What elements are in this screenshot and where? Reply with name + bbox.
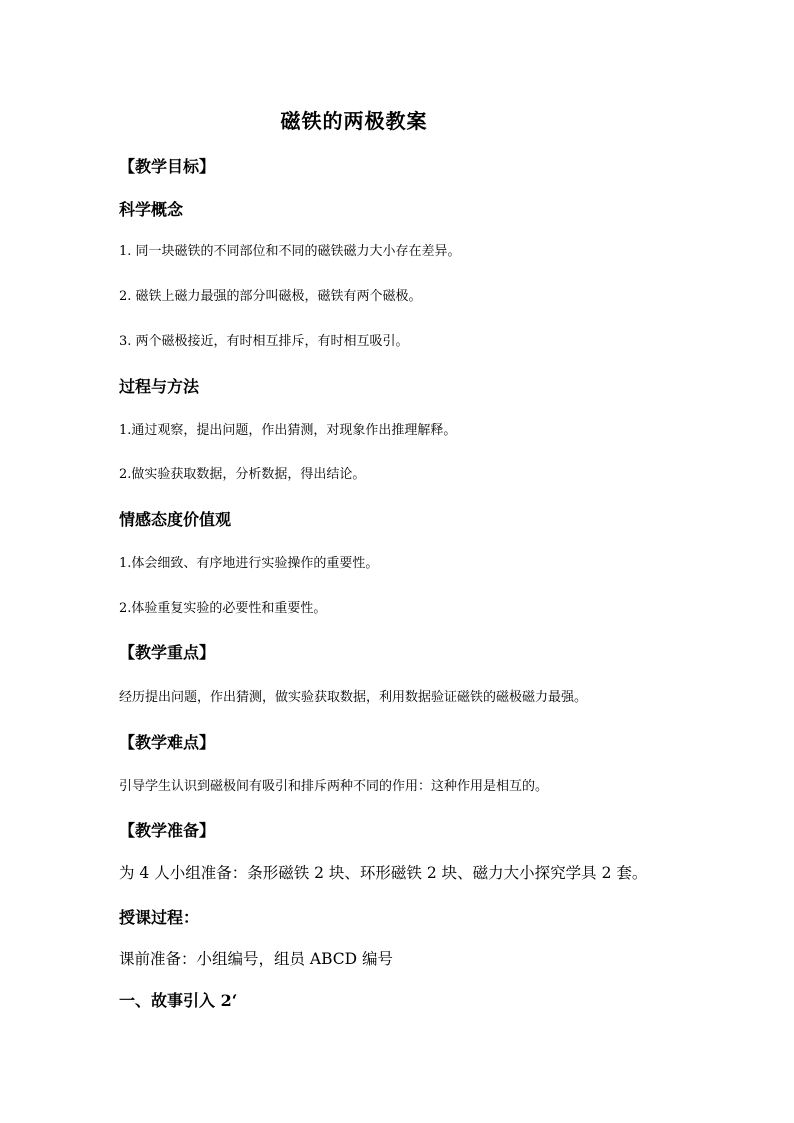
preparation-heading: 【教学准备】 bbox=[119, 821, 216, 840]
difficulties-text: 引导学生认识到磁极间有吸引和排斥两种不同的作用：这种作用是相互的。 bbox=[119, 779, 549, 794]
difficulties-heading: 【教学难点】 bbox=[119, 733, 216, 752]
science-concepts-heading: 科学概念 bbox=[119, 200, 184, 219]
attitudes-values-heading: 情感态度价值观 bbox=[119, 510, 232, 529]
attitudes-value-item-2: 2.体验重复实验的必要性和重要性。 bbox=[119, 601, 327, 616]
document-title: 磁铁的两极教案 bbox=[280, 109, 428, 133]
science-concept-item-3: 3. 两个磁极接近，有时相互排斥，有时相互吸引。 bbox=[119, 334, 409, 349]
attitudes-value-item-1: 1.体会细致、有序地进行实验操作的重要性。 bbox=[119, 556, 379, 571]
process-method-item-2: 2.做实验获取数据，分析数据，得出结论。 bbox=[119, 467, 366, 482]
pre-class-preparation-text: 课前准备：小组编号，组员 ABCD 编号 bbox=[119, 950, 394, 968]
process-methods-heading: 过程与方法 bbox=[119, 377, 200, 396]
key-points-text: 经历提出问题，作出猜测，做实验获取数据，利用数据验证磁铁的磁极磁力最强。 bbox=[119, 690, 588, 705]
process-method-item-1: 1.通过观察，提出问题，作出猜测，对现象作出推理解释。 bbox=[119, 423, 457, 438]
process-heading: 授课过程： bbox=[119, 908, 200, 927]
key-points-heading: 【教学重点】 bbox=[119, 643, 216, 662]
science-concept-item-2: 2. 磁铁上磁力最强的部分叫磁极，磁铁有两个磁极。 bbox=[119, 289, 422, 304]
section-one-heading: 一、故事引入 2‘ bbox=[119, 991, 238, 1010]
objectives-heading: 【教学目标】 bbox=[119, 157, 216, 176]
science-concept-item-1: 1. 同一块磁铁的不同部位和不同的磁铁磁力大小存在差异。 bbox=[119, 244, 461, 259]
preparation-text: 为 4 人小组准备：条形磁铁 2 块、环形磁铁 2 块、磁力大小探究学具 2 套。 bbox=[119, 864, 648, 882]
